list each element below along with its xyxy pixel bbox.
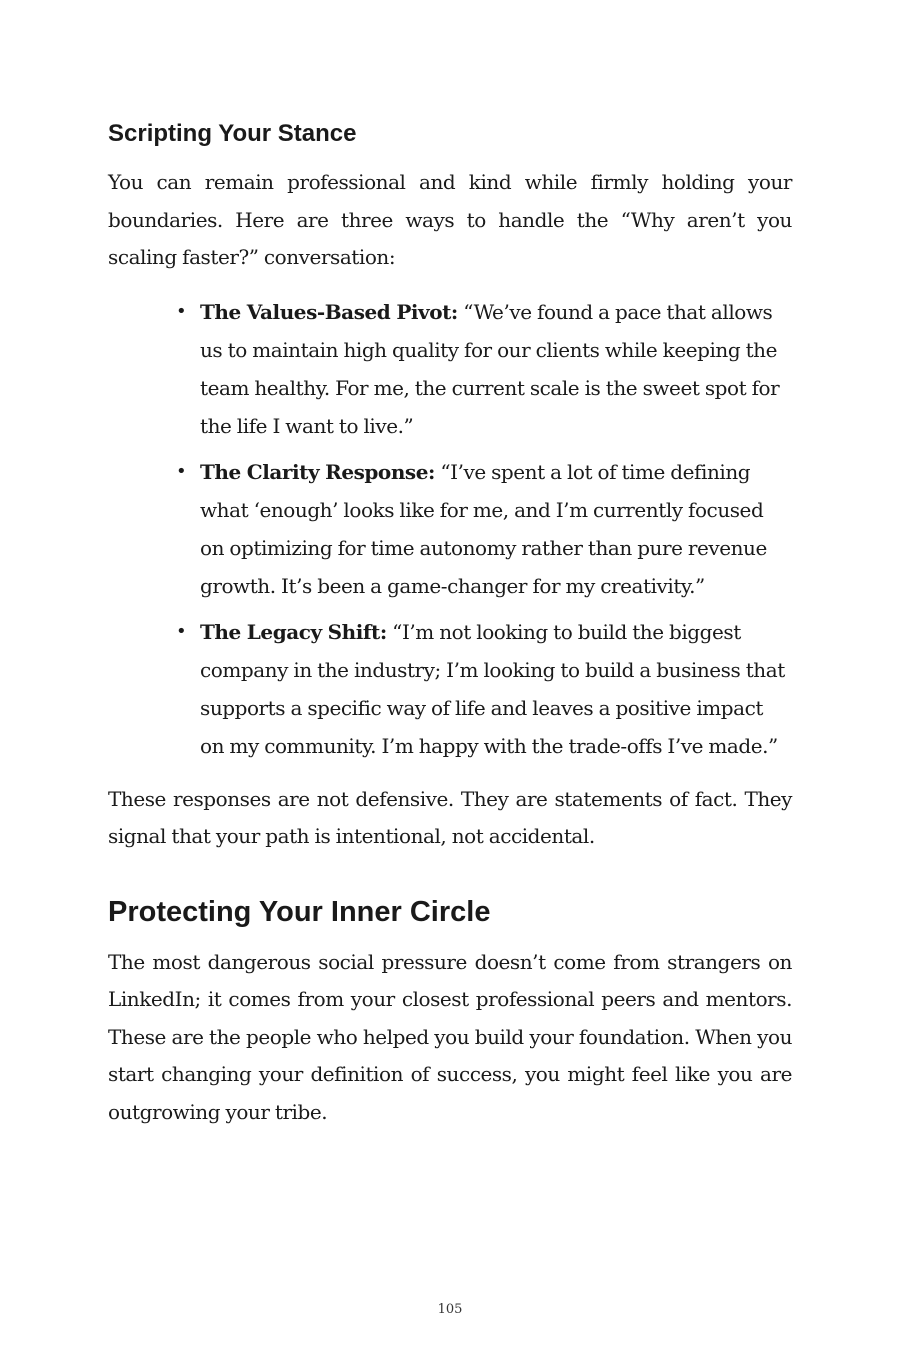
list-item — [176, 293, 792, 445]
intro-paragraph: You can remain professional and kind while firmly holding your boundaries. Here are three ways to handle the “Why aren’t you scaling faster?” conversation: — [108, 170, 792, 269]
subsection-heading: Scripting Your Stance — [108, 120, 357, 147]
bullet-icon: • — [176, 300, 187, 322]
page-number: 105 — [437, 1302, 463, 1317]
section-heading: Protecting Your Inner Circle — [108, 895, 491, 928]
bullet-lead: The Legacy Shift: — [200, 619, 387, 644]
script-list — [108, 293, 792, 765]
bullet-text: “I’m not looking to build the biggest company in the industry; I’m looking to build a business that supports a specific way of life and leaves a positive impact on my community. I’m happy with the trade-offs I’ve made.” — [200, 619, 785, 758]
list-item — [176, 613, 792, 765]
bullet-text: “I’ve spent a lot of time defining what ‘enough’ looks like for me, and I’m currently focused on optimizing for time autonomy rather than pure revenue growth. It’s been a game-changer for my creativity.” — [200, 459, 767, 598]
section-paragraph: The most dangerous social pressure doesn’t come from strangers on LinkedIn; it comes from your closest professional peers and mentors. These are the people who helped you build your foundation. When you start changing your definition of success, you might feel like you are outgrowing your tribe. — [108, 949, 792, 1124]
bullet-text: “We’ve found a pace that allows us to maintain high quality for our clients while keeping the team healthy. For me, the current scale is the sweet spot for the life I want to live.” — [200, 299, 780, 438]
page-content — [108, 118, 792, 1131]
list-item — [176, 453, 792, 605]
bullet-lead: The Clarity Response: — [200, 459, 435, 484]
closing-paragraph: These responses are not defensive. They are statements of fact. They signal that your path is intentional, not accidental. — [108, 786, 792, 848]
bullet-lead: The Values-Based Pivot: — [200, 299, 458, 324]
bullet-icon: • — [176, 620, 187, 642]
bullet-icon: • — [176, 460, 187, 482]
